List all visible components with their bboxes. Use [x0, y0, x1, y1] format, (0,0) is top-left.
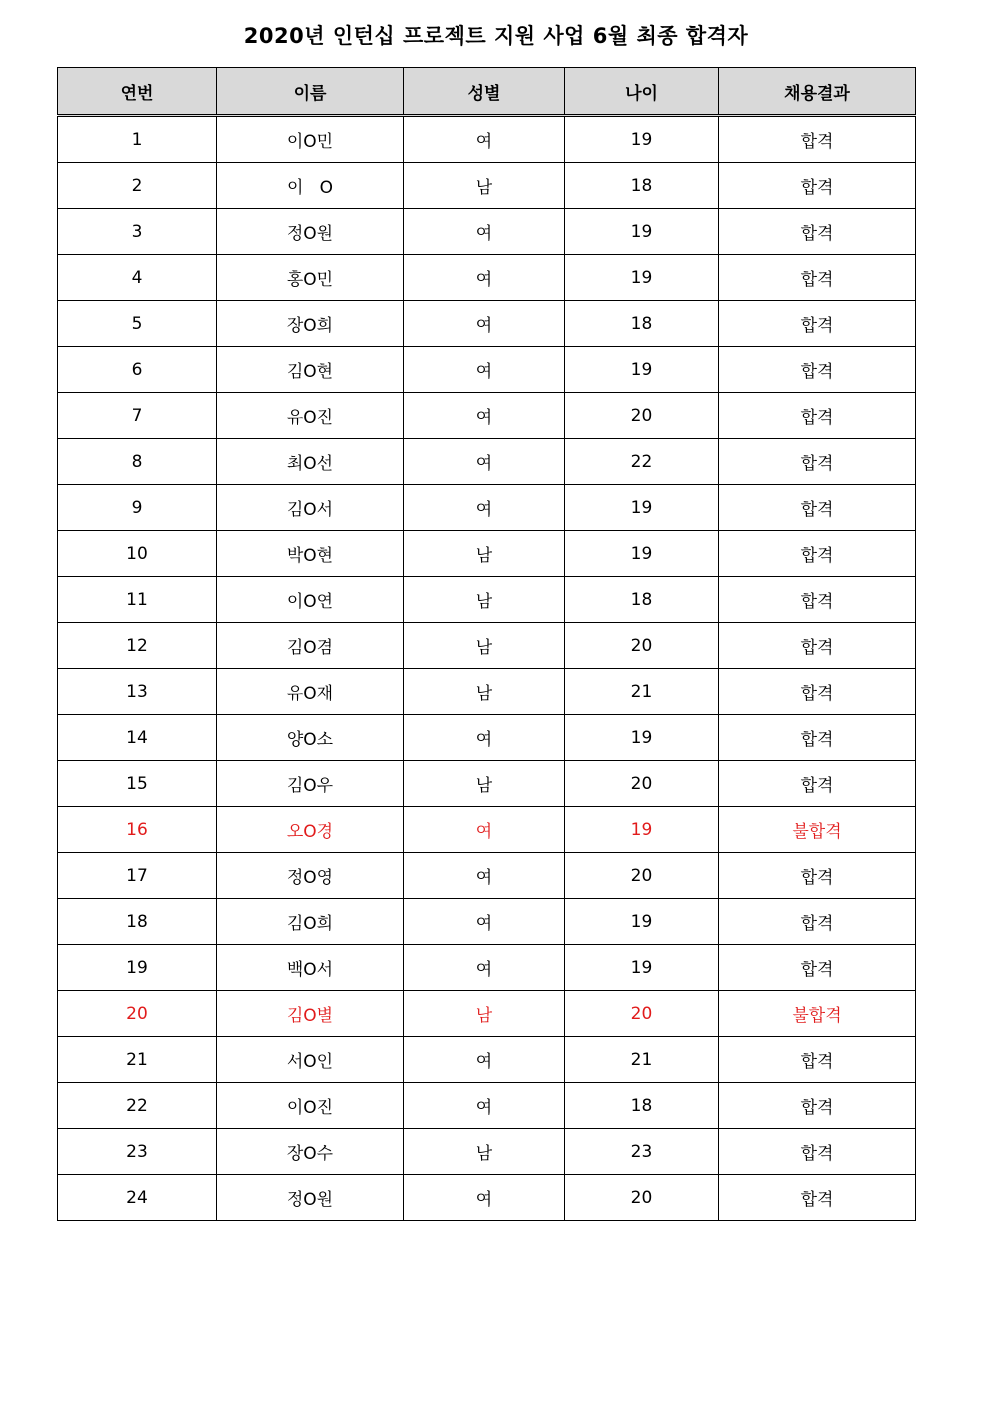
cell-age: 21 [565, 669, 719, 715]
table-row [58, 209, 916, 255]
cell-result: 합격 [719, 1175, 916, 1221]
cell-name: 최O선 [217, 439, 404, 485]
header-number: 연번 [58, 68, 217, 116]
table-row [58, 485, 916, 531]
cell-age: 20 [565, 991, 719, 1037]
cell-result: 합격 [719, 577, 916, 623]
cell-number: 16 [58, 807, 217, 853]
cell-name: 정O원 [217, 1175, 404, 1221]
cell-age: 19 [565, 715, 719, 761]
table-row [58, 715, 916, 761]
cell-result: 합격 [719, 1037, 916, 1083]
table-row [58, 301, 916, 347]
cell-gender: 남 [404, 163, 565, 209]
cell-result: 합격 [719, 761, 916, 807]
cell-result: 합격 [719, 669, 916, 715]
cell-gender: 여 [404, 1037, 565, 1083]
table-body [58, 116, 916, 1221]
cell-gender: 남 [404, 577, 565, 623]
cell-result: 합격 [719, 301, 916, 347]
header-gender: 성별 [404, 68, 565, 116]
cell-name: 양O소 [217, 715, 404, 761]
cell-age: 20 [565, 393, 719, 439]
cell-gender: 여 [404, 1175, 565, 1221]
cell-name: 김O희 [217, 899, 404, 945]
cell-number: 19 [58, 945, 217, 991]
cell-age: 19 [565, 209, 719, 255]
cell-age: 18 [565, 577, 719, 623]
cell-number: 11 [58, 577, 217, 623]
cell-name: 김O별 [217, 991, 404, 1037]
cell-result: 합격 [719, 899, 916, 945]
cell-result: 불합격 [719, 991, 916, 1037]
cell-name: 김O겸 [217, 623, 404, 669]
cell-age: 19 [565, 347, 719, 393]
cell-result: 합격 [719, 255, 916, 301]
cell-gender: 남 [404, 531, 565, 577]
cell-age: 18 [565, 301, 719, 347]
cell-gender: 여 [404, 1083, 565, 1129]
header-result: 채용결과 [719, 68, 916, 116]
cell-age: 20 [565, 853, 719, 899]
cell-name: 오O경 [217, 807, 404, 853]
header-age: 나이 [565, 68, 719, 116]
cell-age: 23 [565, 1129, 719, 1175]
cell-result: 합격 [719, 347, 916, 393]
cell-name: 장O수 [217, 1129, 404, 1175]
cell-number: 3 [58, 209, 217, 255]
table-row [58, 255, 916, 301]
cell-age: 19 [565, 531, 719, 577]
cell-age: 19 [565, 485, 719, 531]
cell-result: 합격 [719, 163, 916, 209]
cell-gender: 남 [404, 991, 565, 1037]
cell-number: 7 [58, 393, 217, 439]
cell-gender: 여 [404, 807, 565, 853]
cell-gender: 남 [404, 761, 565, 807]
cell-number: 2 [58, 163, 217, 209]
table-row [58, 116, 916, 163]
cell-gender: 남 [404, 1129, 565, 1175]
cell-age: 20 [565, 761, 719, 807]
cell-name: 정O영 [217, 853, 404, 899]
cell-number: 8 [58, 439, 217, 485]
cell-number: 4 [58, 255, 217, 301]
cell-age: 19 [565, 899, 719, 945]
cell-result: 합격 [719, 393, 916, 439]
cell-number: 13 [58, 669, 217, 715]
cell-name: 이O연 [217, 577, 404, 623]
cell-number: 18 [58, 899, 217, 945]
cell-age: 19 [565, 116, 719, 163]
cell-name: 박O현 [217, 531, 404, 577]
cell-number: 9 [58, 485, 217, 531]
cell-result: 불합격 [719, 807, 916, 853]
cell-number: 14 [58, 715, 217, 761]
table-row [58, 761, 916, 807]
cell-result: 합격 [719, 209, 916, 255]
cell-number: 1 [58, 116, 217, 163]
cell-number: 15 [58, 761, 217, 807]
cell-gender: 남 [404, 669, 565, 715]
table-row [58, 853, 916, 899]
table-row [58, 577, 916, 623]
table-row [58, 623, 916, 669]
cell-result: 합격 [719, 1083, 916, 1129]
cell-gender: 여 [404, 347, 565, 393]
cell-gender: 여 [404, 945, 565, 991]
cell-name: 장O희 [217, 301, 404, 347]
cell-gender: 여 [404, 393, 565, 439]
cell-number: 23 [58, 1129, 217, 1175]
table-row [58, 899, 916, 945]
cell-age: 18 [565, 163, 719, 209]
cell-age: 20 [565, 623, 719, 669]
cell-age: 19 [565, 945, 719, 991]
cell-number: 5 [58, 301, 217, 347]
cell-number: 10 [58, 531, 217, 577]
applicant-results-table [57, 67, 916, 1221]
header-name: 이름 [217, 68, 404, 116]
cell-age: 18 [565, 1083, 719, 1129]
table-row [58, 1175, 916, 1221]
cell-result: 합격 [719, 853, 916, 899]
cell-result: 합격 [719, 531, 916, 577]
cell-age: 19 [565, 255, 719, 301]
cell-result: 합격 [719, 1129, 916, 1175]
cell-number: 20 [58, 991, 217, 1037]
cell-result: 합격 [719, 485, 916, 531]
cell-name: 김O우 [217, 761, 404, 807]
cell-name: 유O재 [217, 669, 404, 715]
cell-result: 합격 [719, 116, 916, 163]
cell-gender: 여 [404, 255, 565, 301]
table-row [58, 393, 916, 439]
cell-name: 유O진 [217, 393, 404, 439]
table-row [58, 945, 916, 991]
cell-number: 21 [58, 1037, 217, 1083]
table-row [58, 807, 916, 853]
cell-name: 홍O민 [217, 255, 404, 301]
cell-name: 서O인 [217, 1037, 404, 1083]
cell-result: 합격 [719, 945, 916, 991]
table-row [58, 163, 916, 209]
cell-result: 합격 [719, 623, 916, 669]
cell-name: 정O원 [217, 209, 404, 255]
cell-number: 24 [58, 1175, 217, 1221]
cell-result: 합격 [719, 715, 916, 761]
cell-name: 백O서 [217, 945, 404, 991]
table-row [58, 669, 916, 715]
cell-name: 김O서 [217, 485, 404, 531]
cell-name: 이O진 [217, 1083, 404, 1129]
cell-number: 12 [58, 623, 217, 669]
table-row [58, 1083, 916, 1129]
cell-gender: 여 [404, 301, 565, 347]
table-row [58, 439, 916, 485]
cell-age: 21 [565, 1037, 719, 1083]
cell-name: 김O현 [217, 347, 404, 393]
cell-number: 6 [58, 347, 217, 393]
cell-gender: 여 [404, 116, 565, 163]
cell-age: 20 [565, 1175, 719, 1221]
table-row [58, 1129, 916, 1175]
cell-number: 22 [58, 1083, 217, 1129]
cell-result: 합격 [719, 439, 916, 485]
cell-gender: 여 [404, 209, 565, 255]
table-row [58, 347, 916, 393]
cell-gender: 여 [404, 485, 565, 531]
document-title: 2020년 인턴십 프로젝트 지원 사업 6월 최종 합격자 [243, 24, 749, 48]
table-row [58, 531, 916, 577]
cell-age: 22 [565, 439, 719, 485]
cell-gender: 여 [404, 853, 565, 899]
table-header-row [58, 68, 916, 116]
cell-gender: 남 [404, 623, 565, 669]
cell-name: 이 O [217, 163, 404, 209]
cell-gender: 여 [404, 439, 565, 485]
cell-gender: 여 [404, 899, 565, 945]
cell-number: 17 [58, 853, 217, 899]
cell-gender: 여 [404, 715, 565, 761]
cell-name: 이O민 [217, 116, 404, 163]
table-row [58, 1037, 916, 1083]
table-row [58, 991, 916, 1037]
cell-age: 19 [565, 807, 719, 853]
